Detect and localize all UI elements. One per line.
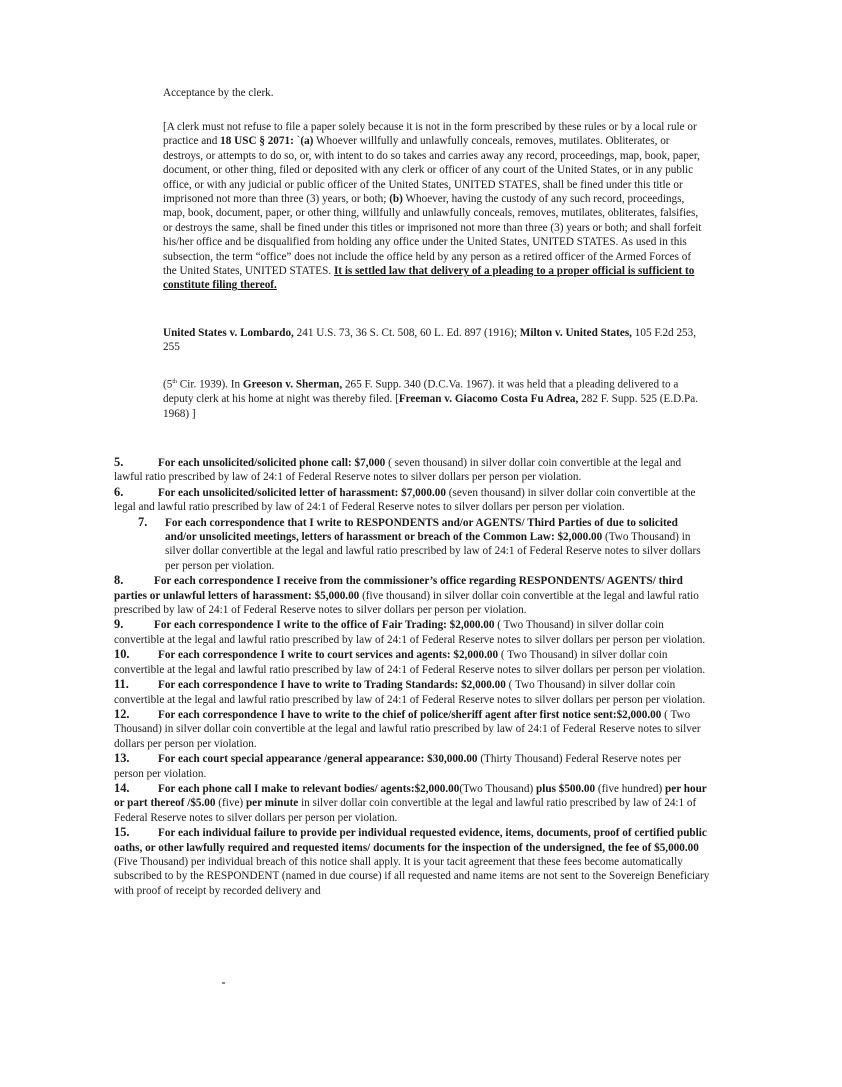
settled-law-statement: It is settled law that delivery of a pleading to a proper official is sufficient to constitute filing thereof. (163, 265, 695, 292)
quote-text: ` (293, 135, 301, 148)
clerk-quote-paragraph (163, 120, 703, 293)
item-number: 15. (114, 825, 130, 840)
fee-item-14 (114, 781, 710, 825)
fee-detail: (Two Thousand) in silver dollar convertible at the legal and lawful ratio prescribed by law of 24:1 of Federal Reserve notes to silver dollars per person per violation. (165, 531, 701, 572)
case-reference: 105 F.2d 253, 255 (163, 327, 697, 354)
fee-detail: (Two Thousand) (459, 782, 537, 795)
fee-item-8 (114, 573, 710, 617)
fee-heading: per minute (245, 797, 299, 810)
fee-item-9 (114, 617, 710, 647)
item-number: 6. (114, 484, 124, 499)
fee-detail: in silver dollar coin convertible at the legal and lawful ratio prescribed by law of 24:1 of Federal Reserve notes to silver dollars per person per violation. (114, 797, 697, 824)
fee-schedule-list (114, 455, 710, 898)
subsection-a-label: (a) (300, 135, 314, 148)
statute-citation: 18 USC § 2071: (220, 135, 294, 148)
fee-detail: ( Two Thousand) in silver dollar coin convertible at the legal and lawful ratio prescribed by law of 24:1 of Federal Reserve notes to silver dollars per person per violation. (114, 708, 701, 750)
subsection-b-label: (b) (389, 193, 403, 206)
fee-detail: (Thirty Thousand) Federal Reserve notes per person per violation. (114, 753, 682, 780)
item-number: 8. (114, 573, 124, 588)
fee-detail: (seven thousand) in silver dollar coin convertible at the legal and lawful ratio prescribed by law of 24:1 of Federal Reserve notes to silver dollars per person per violation. (114, 486, 696, 514)
fee-item-10 (114, 647, 710, 677)
fee-detail: (Five Thousand) per individual breach of this notice shall apply. It is your tacit agreement that these fees become automatically subscribed to by the RESPONDENT (named in due course) if all requested and name items are not sent to the Sovereign Beneficiary with proof of receipt by recorded delivery and (114, 855, 710, 897)
fee-detail: ( Two Thousand) in silver dollar coin convertible at the legal and lawful ratio prescribed by law of 24:1 of Federal Reserve notes to silver dollars per person per violation. (114, 679, 706, 706)
item-body (138, 515, 710, 574)
fee-detail: ( Two Thousand) in silver dollar coin convertible at the legal and lawful ratio prescribed by law of 24:1 of Federal Reserve notes to silver dollars per person per violation. (114, 649, 706, 676)
fee-detail: (five hundred) (595, 782, 665, 795)
item-number: 7. (138, 514, 148, 529)
fee-item-7 (114, 515, 710, 574)
citation-continuation (163, 375, 703, 421)
item-number: 13. (114, 751, 130, 766)
item-number: 11. (114, 677, 129, 692)
fee-heading: For each unsolicited/solicited phone call: $7,000 (158, 457, 386, 469)
fee-heading: For each court special appearance /general appearance: $30,000.00 (158, 753, 478, 766)
fee-heading: For each correspondence I have to write to Trading Standards: $2,000.00 (158, 679, 506, 692)
citation-text: 265 F. Supp. 340 (D.C.Va. 1967). it was held that a pleading delivered to a deputy clerk at his home at night was thereby filed. [ (163, 378, 679, 406)
case-name: United States v. Lombardo, (163, 327, 294, 339)
quote-text: [A clerk must not refuse to file a paper solely because it is not in the form prescribed by these rules or by a local rule or practice and (163, 121, 697, 148)
fee-heading: For each unsolicited/solicited letter of harassment: $7,000.00 (158, 486, 446, 499)
fee-detail: ( Two Thousand) in silver dollar coin convertible at the legal and lawful ratio prescribed by law of 24:1 of Federal Reserve notes to silver dollars per person per violation. (114, 619, 706, 646)
fee-heading: For each correspondence I have to write to the chief of police/sheriff agent after first notice sent:$2,000.00 (158, 708, 662, 721)
fee-detail: (five) (215, 797, 246, 810)
item-number: 12. (114, 706, 130, 721)
quote-text: Whoever, having the custody of any such record, proceedings, map, book, document, paper, or other thing, willfully and unlawfully conceals, removes, mutilates, obliterates, falsifies, or destroys the same, shall be fined under this titles or imprisoned not more than three (3) years or both; and shall forfeit his/her office and be disqualified from holding any office under the United States, UNITED STATES. As used in this subsection, the term “office” does not include the office held by any person as a retired officer of the Armed Forces of the United States, UNITED STATES. (163, 193, 702, 278)
case-name: Greeson v. Sherman, (242, 378, 343, 391)
fee-heading: For each correspondence that I write to RESPONDENTS and/or AGENTS/ Third Parties of due to solicited and/or unsolicited meetings, letters of harassment or breach of the Common Law: $2,000.00 (165, 516, 678, 544)
fee-item-12 (114, 707, 710, 751)
quote-text: Whoever willfully and unlawfully conceals, removes, mutilates. Obliterates, or destroys, or attempts to do so, or, with intent to do so takes and carries away any record, proceedings, map, book, paper, document, or other thing, filed or deposited with any clerk or officer of any court of the United States, or in any public office, or with any judicial or public officer of the United States, UNITED STATES, shall be fined under this title or imprisoned not more than three (3) years, or both; (163, 135, 700, 206)
fee-heading: For each correspondence I write to the office of Fair Trading: $2,000.00 (154, 619, 495, 632)
scan-speck (222, 982, 225, 984)
fee-item-15 (114, 825, 710, 898)
item-number: 9. (114, 617, 124, 632)
fee-detail: (five thousand) in silver dollar coin convertible at the legal and lawful ratio prescribed by law of 24:1 of Federal Reserve notes to silver dollars per person per violation. (114, 589, 699, 617)
fee-heading: For each correspondence I receive from the commissioner’s office regarding RESPONDENTS/ AGENTS/ third parties or unlawful letters of harassment: $5,000.00 (114, 575, 683, 602)
fee-heading: For each phone call I make to relevant bodies/ agents:$2,000.00 (158, 782, 460, 795)
item-number: 10. (114, 647, 130, 662)
citation-text: (5 (163, 378, 173, 391)
fee-item-6 (114, 485, 710, 515)
fee-heading: per hour or part thereof /$5.00 (114, 782, 707, 810)
fee-heading: For each correspondence I write to court services and agents: $2,000.00 (158, 649, 499, 662)
ordinal-superscript: th (172, 379, 177, 385)
fee-heading: plus $500.00 (536, 782, 596, 795)
fee-heading: For each individual failure to provide per individual requested evidence, items, documents, proof of certified public oaths, or other lawfully required and requested items/ documents for the inspection of the undersigned, the fee of $5,000.00 (114, 827, 707, 854)
citation-text: Cir. 1939). In (177, 378, 243, 391)
case-citation (163, 326, 703, 355)
fee-item-13 (114, 751, 710, 781)
item-number: 14. (114, 780, 130, 795)
fee-item-11 (114, 677, 710, 707)
case-name: Milton v. United States, (519, 327, 632, 339)
fee-item-5 (114, 455, 710, 485)
fee-detail: ( seven thousand) in silver dollar coin convertible at the legal and lawful ratio prescribed by law of 24:1 of Federal Reserve notes to silver dollars per person per violation. (114, 457, 682, 484)
item-number: 5. (114, 455, 124, 469)
case-reference: 241 U.S. 73, 36 S. Ct. 508, 60 L. Ed. 897 (1916); (293, 327, 520, 339)
section-heading: Acceptance by the clerk. (163, 87, 274, 99)
case-name: Freeman v. Giacomo Costa Fu Adrea, (398, 393, 579, 406)
citation-text: 282 F. Supp. 525 (E.D.Pa. 1968) ] (163, 393, 699, 420)
